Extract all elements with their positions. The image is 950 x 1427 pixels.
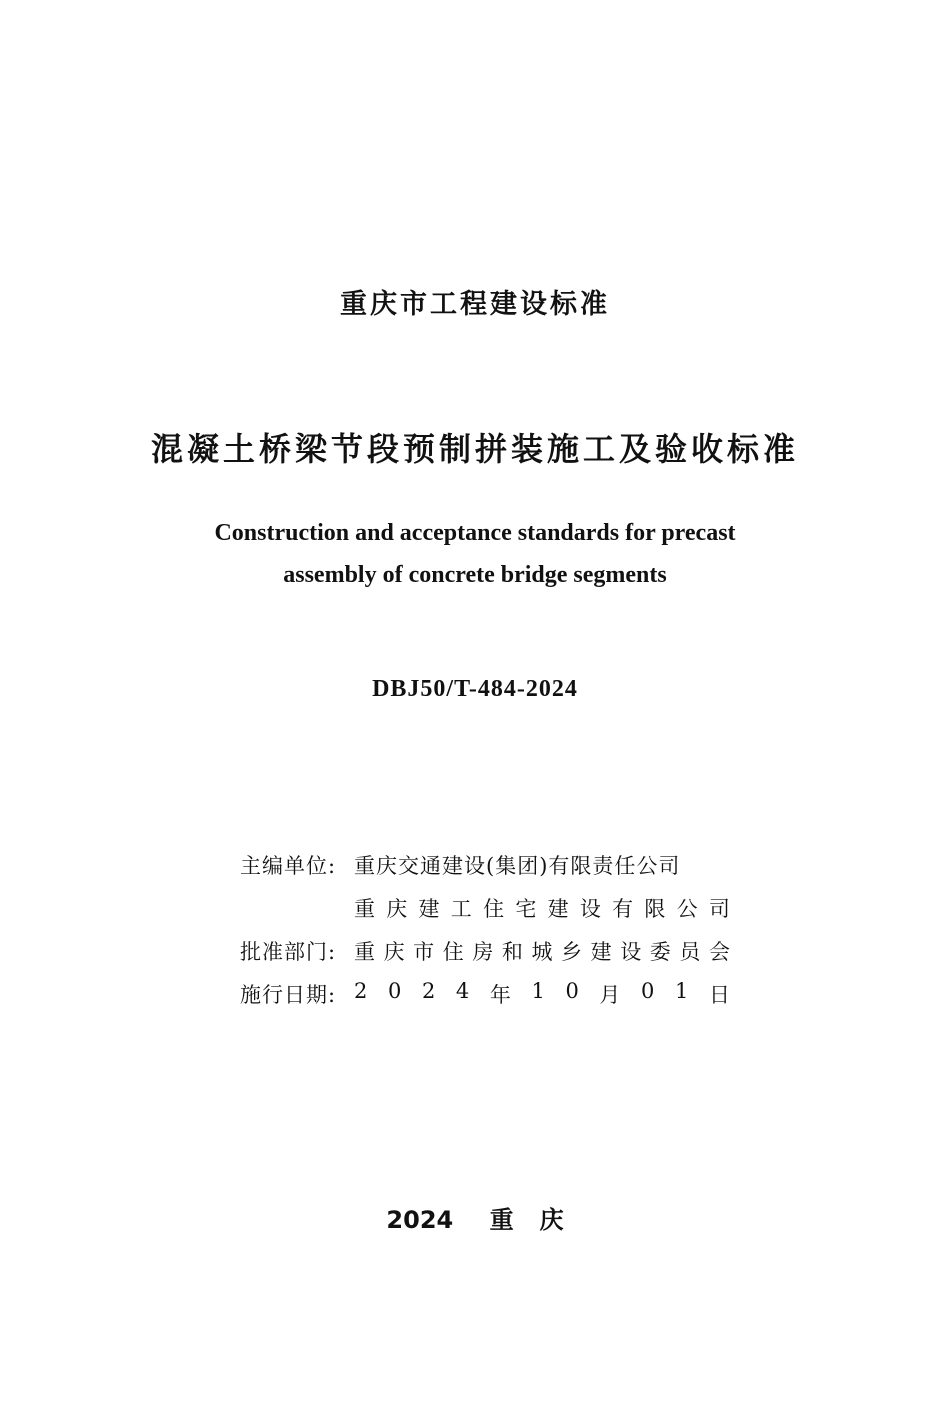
effective-date-value: 2 0 2 4 年 1 0 月 0 1 日 [354,978,730,1007]
publication-info [240,843,730,1015]
editor-row-2 [240,886,730,929]
document-title-chinese: 混凝土桥梁节段预制拼装施工及验收标准 [150,430,799,468]
editor-org-1: 重庆交通建设(集团)有限责任公司 [354,853,681,878]
title-en-line-2: assembly of concrete bridge segments [283,562,667,588]
approver-row [240,929,730,972]
effective-date-label: 施行日期: [240,982,337,1007]
editor-row [240,843,730,886]
publication-footer [0,1200,950,1235]
document-title-english [0,512,950,596]
approver-label: 批准部门: [240,939,337,964]
editor-org-2: 重 庆 建 工 住 宅 建 设 有 限 公 司 [354,896,730,921]
standard-code: DBJ50/T-484-2024 [372,676,578,702]
approver-value: 重 庆 市 住 房 和 城 乡 建 设 委 员 会 [354,939,730,964]
editor-label: 主编单位: [240,853,337,878]
series-title: 重庆市工程建设标准 [340,289,610,320]
publication-city: 重庆 [489,1206,590,1234]
title-en-line-1: Construction and acceptance standards for precast [214,520,736,546]
publication-year: 2024 [386,1206,454,1234]
date-row [240,972,730,1015]
